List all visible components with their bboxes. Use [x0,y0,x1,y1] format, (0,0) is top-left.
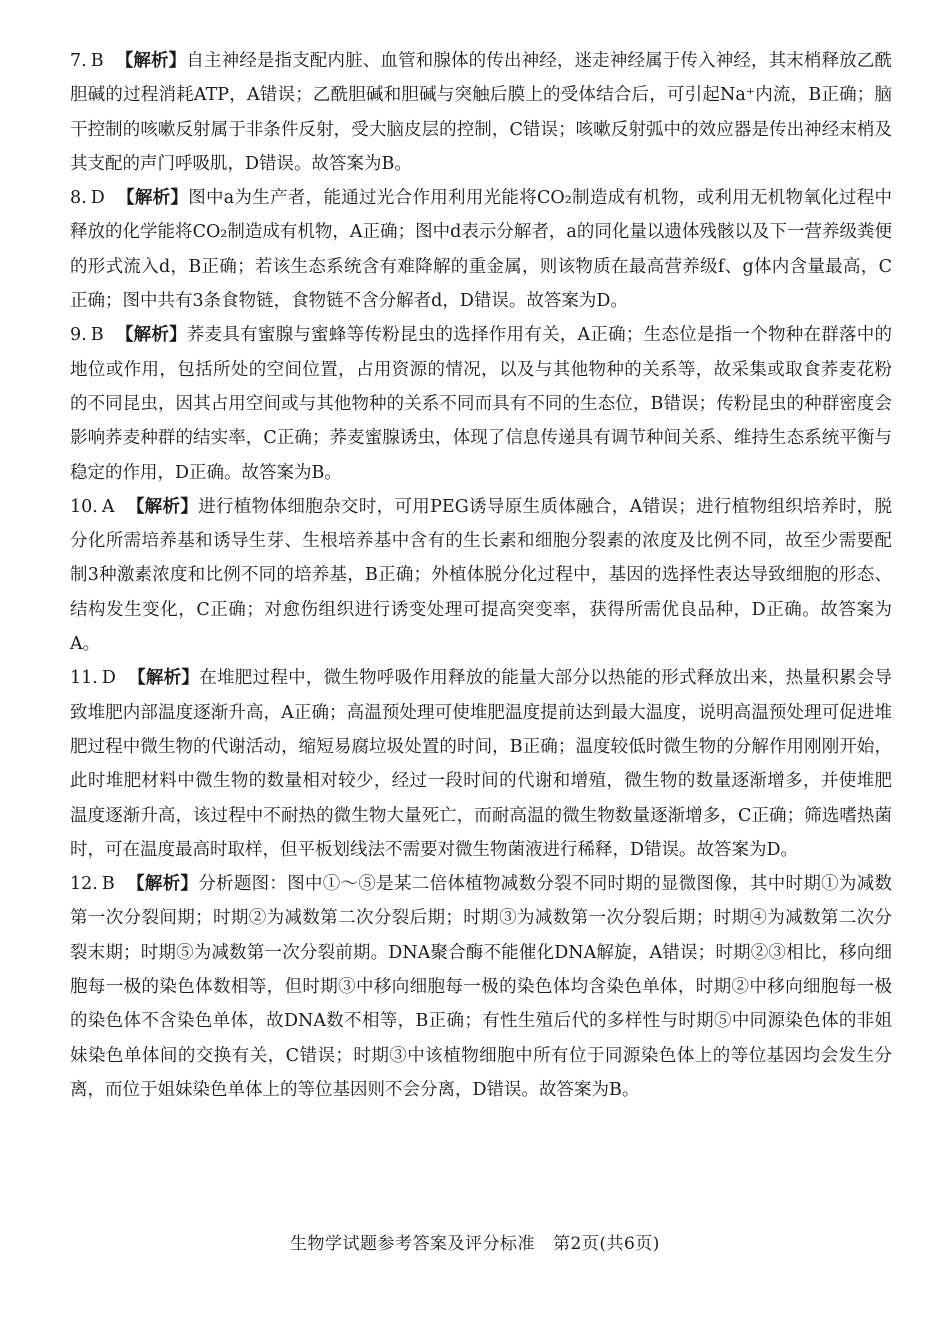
answer-letter: D [101,668,116,689]
question-number: 12. [70,874,98,895]
answer-letter: D [90,188,105,209]
answer-item-10 [70,490,892,661]
footer-title: 生物学试题参考答案及评分标准 [290,1234,536,1254]
question-number: 10. [70,496,98,517]
question-number: 9. [70,325,87,346]
analysis-text: 在堆肥过程中，微生物呼吸作用释放的能量大部分以热能的形式释放出来，热量积累会导致堆肥内部温度逐渐升高，A正确；高温预处理可使堆肥温度提前达到最大温度，说明高温预处理可促进堆肥过程中微生物的代谢活动，缩短易腐垃圾处置的时间，B正确；温度较低时微生物的分解作用刚刚开始，此时堆肥材料中微生物的数量相对较少，经过一段时间的代谢和增殖，微生物的数量逐渐增多，并使堆肥温度逐渐升高，该过程中不耐热的微生物大量死亡，而耐高温的微生物数量逐渐增多，C正确；筛选嗜热菌时，可在温度最高时取样，但平板划线法不需要对微生物菌液进行稀释，D错误。故答案为D。 [70,668,893,860]
answer-item-11 [70,661,892,867]
analysis-text: 分析题图：图中①～⑤是某二倍体植物减数分裂不同时期的显微图像，其中时期①为减数第一次分裂间期；时期②为减数第二次分裂后期；时期③为减数第一次分裂后期；时期④为减数第二次分裂末期；时期⑤为减数第一次分裂前期。DNA聚合酶不能催化DNA解旋，A错误；时期②③相比，移向细胞每一极的染色体数相等，但时期③中移向细胞每一极的染色体均含染色单体，时期②中移向细胞每一极的染色体不含染色单体，故DNA数不相等，B正确；有性生殖后代的多样性与时期⑤中同源染色体的非姐妹染色单体间的交换有关，C错误；时期③中该植物细胞中所有位于同源染色体上的等位基因均会发生分离，而位于姐妹染色单体上的等位基因则不会分离，D错误。故答案为B。 [70,874,893,1100]
page-number: 第2页(共6页) [553,1234,660,1254]
answer-item-12 [70,867,892,1107]
analysis-text: 图中a为生产者，能通过光合作用利用光能将CO₂制造成有机物，或利用无机物氧化过程中释放的化学能将CO₂制造成有机物，A正确；图中d表示分解者，a的同化量以遗体残骸以及下一营养级粪便的形式流入d，B正确；若该生态系统含有难降解的重金属，则该物质在最高营养级f、g体内含量最高，C正确；图中共有3条食物链，食物链不含分解者d，D错误。故答案为D。 [70,188,893,312]
analysis-tag: 【解析】 [126,496,199,517]
question-number: 7. [70,51,87,71]
answer-item-8 [70,181,892,318]
answer-letter: B [101,874,115,895]
answer-letter: B [90,51,104,71]
analysis-text: 进行植物体细胞杂交时，可用PEG诱导原生质体融合，A错误；进行植物组织培养时，脱分化所需培养基和诱导生芽、生根培养基中含有的生长素和细胞分裂素的浓度及比例不同，故至少需要配制3种激素浓度和比例不同的培养基，B正确；外植体脱分化过程中，基因的选择性表达导致细胞的形态、结构发生变化，C正确；对愈伤组织进行诱变处理可提高突变率，获得所需优良品种，D正确。故答案为A。 [70,496,893,655]
analysis-text: 自主神经是指支配内脏、血管和腺体的传出神经，迷走神经属于传入神经，其末梢释放乙酰胆碱的过程消耗ATP，A错误；乙酰胆碱和胆碱与突触后膜上的受体结合后，可引起Na⁺内流，B正确；脑干控制的咳嗽反射属于非条件反射，受大脑皮层的控制，C错误；咳嗽反射弧中的效应器是传出神经末梢及其支配的声门呼吸肌，D错误。故答案为B。 [70,51,893,174]
answer-item-9 [70,318,892,489]
question-number: 8. [70,188,87,209]
analysis-tag: 【解析】 [116,188,189,209]
page-footer [0,1229,950,1254]
question-number: 11. [70,668,98,689]
answer-letter: B [90,325,104,346]
analysis-text: 荞麦具有蜜腺与蜜蜂等传粉昆虫的选择作用有关，A正确；生态位是指一个物种在群落中的地位或作用，包括所处的空间位置，占用资源的情况，以及与其他物种的关系等，故采集或取食荞麦花粉的不同昆虫，因其占用空间或与其他物种的关系不同而具有不同的生态位，B错误；传粉昆虫的种群密度会影响荞麦种群的结实率，C正确；荞麦蜜腺诱虫，体现了信息传递具有调节种间关系、维持生态系统平衡与稳定的作用，D正确。故答案为B。 [70,325,893,483]
answer-item-7 [70,44,892,181]
analysis-tag: 【解析】 [126,874,199,895]
answer-letter: A [101,496,115,517]
analysis-tag: 【解析】 [127,668,200,689]
analysis-tag: 【解析】 [115,325,187,346]
analysis-tag: 【解析】 [115,51,187,71]
